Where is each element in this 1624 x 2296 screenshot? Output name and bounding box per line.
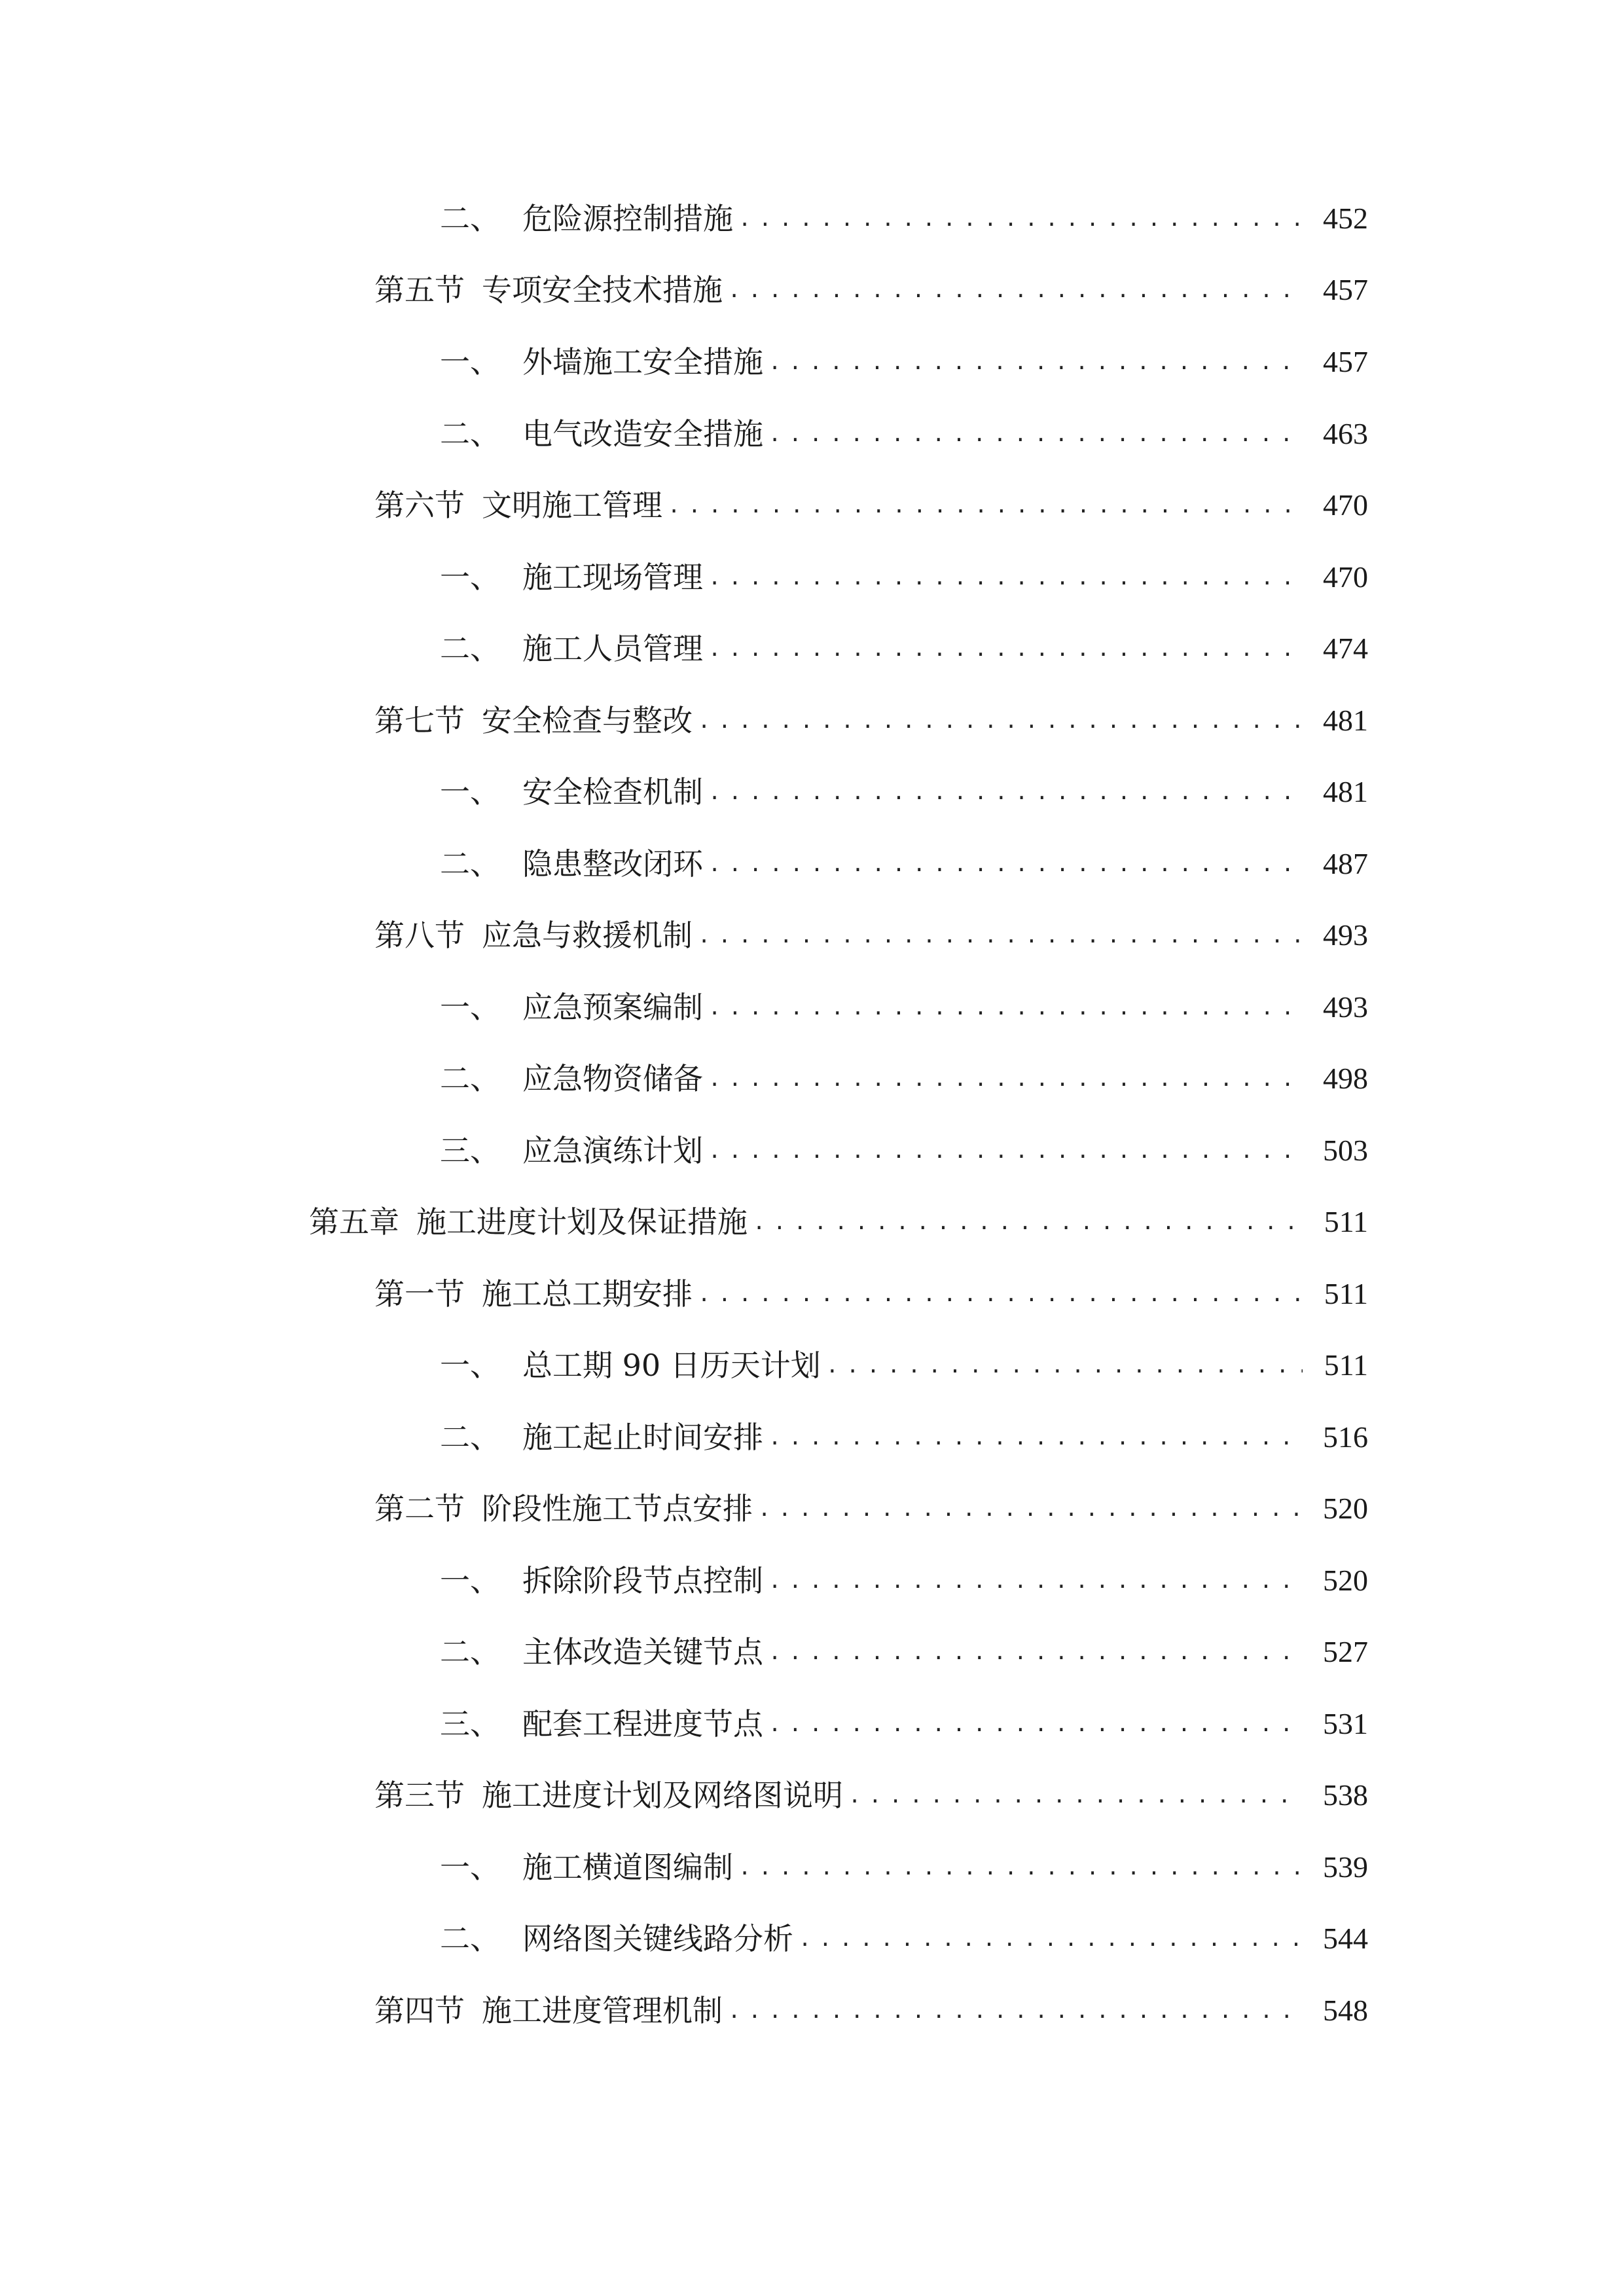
toc-entry[interactable] <box>374 1485 1368 1532</box>
toc-entry-title: 专项安全技术措施 <box>482 272 723 308</box>
toc-entry-number: 第六节 <box>374 488 465 523</box>
toc-entry-title: 应急预案编制 <box>522 990 703 1025</box>
toc-entry-number: 第五节 <box>374 272 465 308</box>
toc-entry-page: 539 <box>1323 1850 1368 1884</box>
toc-entry-number: 二、 <box>440 1921 500 1956</box>
toc-entry-page: 470 <box>1323 488 1368 522</box>
toc-entry-page: 503 <box>1323 1134 1368 1167</box>
toc-entry-page: 457 <box>1323 345 1368 378</box>
toc-entry[interactable] <box>440 1557 1368 1604</box>
toc-dot-leader <box>848 1772 1303 1819</box>
toc-entry[interactable] <box>374 1772 1368 1819</box>
toc-entry-page: 531 <box>1323 1707 1368 1740</box>
toc-entry-title: 网络图关键线路分析 <box>522 1921 793 1956</box>
toc-entry-title: 外墙施工安全措施 <box>522 344 763 380</box>
toc-entry-number: 二、 <box>440 1420 500 1455</box>
toc-entry-title: 文明施工管理 <box>482 488 662 523</box>
toc-dot-leader <box>768 1628 1303 1676</box>
toc-entry[interactable] <box>374 482 1368 529</box>
toc-entry[interactable] <box>440 554 1368 601</box>
toc-entry-number: 第五章 <box>309 1204 399 1240</box>
toc-dot-leader <box>768 1700 1303 1748</box>
toc-entry[interactable] <box>440 1414 1368 1461</box>
toc-entry[interactable] <box>440 840 1368 888</box>
toc-dot-leader <box>668 482 1303 529</box>
toc-dot-leader <box>708 1127 1303 1174</box>
toc-entry-number: 一、 <box>440 1563 500 1598</box>
toc-dot-leader <box>738 195 1303 242</box>
toc-entry-page: 487 <box>1323 847 1368 880</box>
toc-entry-title: 施工进度计划及网络图说明 <box>482 1778 843 1813</box>
toc-entry-page: 544 <box>1323 1922 1368 1955</box>
toc-dot-leader <box>708 768 1303 816</box>
toc-entry[interactable] <box>440 1342 1368 1389</box>
toc-dot-leader <box>708 554 1303 601</box>
toc-dot-leader <box>768 338 1303 386</box>
toc-entry[interactable] <box>440 1628 1368 1676</box>
toc-entry[interactable] <box>440 1055 1368 1102</box>
toc-entry-page: 470 <box>1323 560 1368 594</box>
toc-entry-number: 三、 <box>440 1706 500 1742</box>
toc-entry-number: 第一节 <box>374 1276 465 1312</box>
toc-entry-title: 施工现场管理 <box>522 560 703 595</box>
toc-entry-title: 施工进度计划及保证措施 <box>416 1204 748 1240</box>
toc-dot-leader <box>698 912 1303 959</box>
toc-entry-title: 隐患整改闭环 <box>522 846 703 882</box>
toc-entry-number: 一、 <box>440 560 500 595</box>
toc-entry-page: 511 <box>1324 1277 1368 1310</box>
toc-entry-title: 电气改造安全措施 <box>522 416 763 452</box>
toc-entry-number: 一、 <box>440 990 500 1025</box>
toc-entry-page: 493 <box>1323 990 1368 1024</box>
toc-entry-title: 主体改造关键节点 <box>522 1634 763 1670</box>
toc-entry[interactable] <box>440 195 1368 242</box>
toc-dot-leader <box>768 1557 1303 1604</box>
toc-entry[interactable] <box>374 697 1368 744</box>
toc-entry-page: 493 <box>1323 918 1368 952</box>
toc-entry-page: 481 <box>1323 704 1368 737</box>
toc-entry[interactable] <box>440 1915 1368 1962</box>
toc-dot-leader <box>708 984 1303 1031</box>
toc-entry-page: 452 <box>1323 202 1368 235</box>
toc-entry-title: 总工期 90 日历天计划 <box>522 1348 821 1383</box>
toc-entry-number: 三、 <box>440 1133 500 1168</box>
toc-dot-leader <box>768 410 1303 457</box>
toc-entry[interactable] <box>440 768 1368 816</box>
toc-entry-page: 527 <box>1323 1635 1368 1668</box>
toc-dot-leader <box>738 1844 1303 1891</box>
toc-dot-leader <box>708 840 1303 888</box>
toc-entry-title: 阶段性施工节点安排 <box>482 1491 753 1526</box>
toc-entry-title: 配套工程进度节点 <box>522 1706 763 1742</box>
toc-entry-page: 481 <box>1323 775 1368 808</box>
toc-entry[interactable] <box>440 1127 1368 1174</box>
toc-entry-title: 应急与救援机制 <box>482 918 693 953</box>
toc-entry-title: 施工起止时间安排 <box>522 1420 763 1455</box>
toc-entry-number: 一、 <box>440 1348 500 1383</box>
toc-entry-title: 施工人员管理 <box>522 631 703 666</box>
toc-dot-leader <box>698 1270 1303 1318</box>
toc-entry-page: 511 <box>1324 1348 1368 1382</box>
toc-entry-title: 应急演练计划 <box>522 1133 703 1168</box>
toc-dot-leader <box>698 697 1303 744</box>
toc-entry[interactable] <box>374 1270 1368 1318</box>
toc-entry[interactable] <box>374 1987 1368 2034</box>
toc-entry[interactable] <box>440 410 1368 457</box>
toc-entry-number: 第八节 <box>374 918 465 953</box>
toc-entry-page: 538 <box>1323 1778 1368 1812</box>
toc-entry-title: 安全检查与整改 <box>482 703 693 738</box>
toc-entry[interactable] <box>440 984 1368 1031</box>
toc-dot-leader <box>768 1414 1303 1461</box>
toc-entry-number: 二、 <box>440 846 500 882</box>
toc-entry-number: 二、 <box>440 201 500 236</box>
toc-entry[interactable] <box>440 1700 1368 1748</box>
toc-entry-number: 第二节 <box>374 1491 465 1526</box>
toc-entry[interactable] <box>440 1844 1368 1891</box>
toc-entry[interactable] <box>374 266 1368 314</box>
toc-dot-leader <box>758 1485 1303 1532</box>
toc-entry-page: 520 <box>1323 1492 1368 1525</box>
toc-dot-leader <box>708 625 1303 672</box>
toc-entry-title: 危险源控制措施 <box>522 201 733 236</box>
toc-dot-leader <box>753 1198 1303 1246</box>
toc-entry-number: 一、 <box>440 774 500 810</box>
toc-entry-number: 二、 <box>440 1061 500 1096</box>
toc-entry-title: 安全检查机制 <box>522 774 703 810</box>
toc-entry-number: 一、 <box>440 1850 500 1885</box>
toc-dot-leader <box>728 1987 1303 2034</box>
toc-entry-page: 498 <box>1323 1062 1368 1095</box>
toc-dot-leader <box>826 1342 1303 1389</box>
toc-entry-title: 应急物资储备 <box>522 1061 703 1096</box>
toc-entry-title: 施工横道图编制 <box>522 1850 733 1885</box>
toc-entry-number: 二、 <box>440 416 500 452</box>
toc-entry-number: 第四节 <box>374 1993 465 2028</box>
toc-entry[interactable] <box>374 912 1368 959</box>
toc-entry[interactable] <box>440 625 1368 672</box>
toc-entry-number: 第七节 <box>374 703 465 738</box>
toc-entry-page: 548 <box>1323 1994 1368 2027</box>
toc-entry-number: 第三节 <box>374 1778 465 1813</box>
toc-entry-page: 463 <box>1323 417 1368 450</box>
toc-entry-title: 拆除阶段节点控制 <box>522 1563 763 1598</box>
toc-entry-title: 施工总工期安排 <box>482 1276 693 1312</box>
toc-entry-page: 511 <box>1324 1205 1368 1238</box>
toc-entry-page: 516 <box>1323 1420 1368 1454</box>
toc-entry-title: 施工进度管理机制 <box>482 1993 723 2028</box>
toc-dot-leader <box>728 266 1303 314</box>
toc-entry-page: 520 <box>1323 1564 1368 1597</box>
toc-dot-leader <box>708 1055 1303 1102</box>
toc-entry[interactable] <box>440 338 1368 386</box>
toc-entry[interactable] <box>309 1198 1368 1246</box>
toc-entry-page: 474 <box>1323 632 1368 665</box>
toc-entry-number: 二、 <box>440 631 500 666</box>
toc-entry-number: 二、 <box>440 1634 500 1670</box>
toc-entry-page: 457 <box>1323 273 1368 306</box>
toc-entry-number: 一、 <box>440 344 500 380</box>
toc-dot-leader <box>799 1915 1303 1962</box>
